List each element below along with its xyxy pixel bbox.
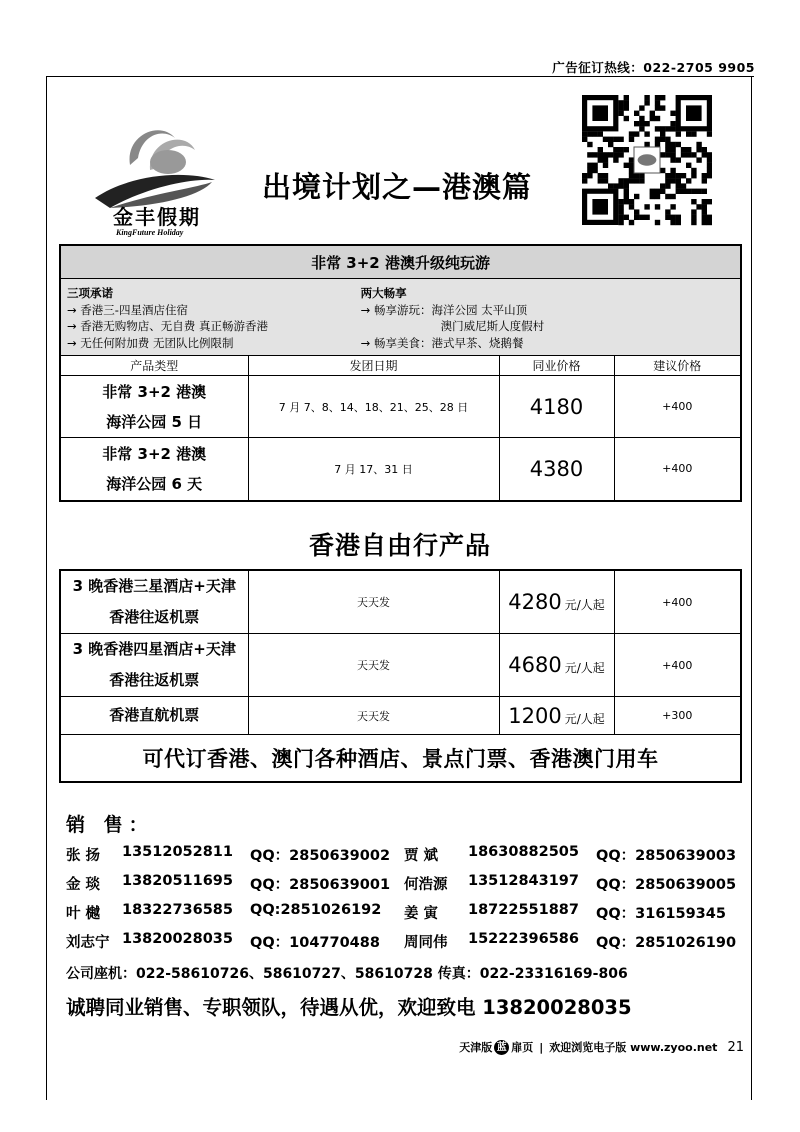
contact-name: 姜 寅 bbox=[404, 906, 439, 922]
departure-dates: 7 月 7、8、14、18、21、25、28 日 bbox=[248, 376, 499, 438]
trade-price: 1200 元/人起 bbox=[499, 697, 614, 735]
booking-note: 可代订香港、澳门各种酒店、景点门票、香港澳门用车 bbox=[60, 735, 741, 783]
departure-dates: 天天发 bbox=[248, 570, 499, 634]
contact-name: 叶 樾 bbox=[66, 906, 101, 922]
col-product-type: 产品类型 bbox=[60, 356, 248, 376]
column-header-row bbox=[60, 356, 741, 376]
contact-qq: QQ：2851026190 bbox=[596, 935, 737, 951]
col-trade-price: 同业价格 bbox=[499, 356, 614, 376]
contact-name: 贾 斌 bbox=[404, 848, 439, 864]
contact-name: 金 琰 bbox=[66, 877, 101, 893]
separator: | bbox=[539, 1040, 544, 1054]
contact-name: 刘志宁 bbox=[66, 935, 110, 951]
contact-qq: QQ：2850639003 bbox=[596, 848, 737, 864]
trade-price: 4680 元/人起 bbox=[499, 634, 614, 697]
brand-name-cn: 金丰假期 bbox=[113, 205, 201, 229]
trade-price: 4180 bbox=[499, 376, 614, 438]
enjoy-list bbox=[361, 285, 545, 351]
table-row bbox=[60, 570, 741, 634]
contact-phone: 13512052811 bbox=[122, 844, 233, 860]
contact-qq: QQ：2850639005 bbox=[596, 877, 737, 893]
trade-price: 4280 元/人起 bbox=[499, 570, 614, 634]
package-title: 非常 3+2 港澳升级纯玩游 bbox=[60, 245, 741, 279]
contact-phone: 18722551887 bbox=[468, 902, 579, 918]
page-title: 出境计划之—港澳篇 bbox=[262, 170, 533, 204]
product-name: 3 晚香港四星酒店+天津 香港往返机票 bbox=[60, 634, 248, 697]
promise-item: → 香港无购物店、无自费 真正畅游香港 bbox=[67, 319, 268, 333]
contact-qq: QQ:2851026192 bbox=[250, 902, 382, 918]
company-phone-line: 公司座机：022-58610726、58610727、58610728 传真：022-23316169-806 bbox=[66, 966, 628, 982]
ad-hotline: 广告征订热线：022-2705 9905 bbox=[552, 60, 755, 75]
suggested-price: +400 bbox=[614, 438, 741, 501]
table-row bbox=[60, 376, 741, 438]
col-departure-date: 发团日期 bbox=[248, 356, 499, 376]
free-travel-table bbox=[59, 569, 742, 783]
trade-price: 4380 bbox=[499, 438, 614, 501]
contact-name: 何浩源 bbox=[404, 877, 448, 893]
departure-dates: 天天发 bbox=[248, 697, 499, 735]
qr-code-icon[interactable] bbox=[582, 89, 712, 231]
sales-heading: 销 售： bbox=[66, 814, 154, 836]
contact-phone: 15222396586 bbox=[468, 931, 579, 947]
enjoy-item: → 畅享游玩：海洋公园 太平山顶 bbox=[360, 302, 528, 317]
departure-dates: 7 月 17、31 日 bbox=[248, 438, 499, 501]
table-row bbox=[60, 697, 741, 735]
promise-item: → 无任何附加费 无团队比例限制 bbox=[67, 335, 234, 350]
promise-list bbox=[67, 285, 357, 351]
product-name: 3 晚香港三星酒店+天津 香港往返机票 bbox=[60, 570, 248, 634]
col-suggested-price: 建议价格 bbox=[614, 356, 741, 376]
contact-phone: 13512843197 bbox=[468, 873, 579, 889]
contact-phone: 18322736585 bbox=[122, 902, 233, 918]
contact-qq: QQ：2850639001 bbox=[250, 877, 391, 893]
table-row bbox=[60, 438, 741, 501]
contact-qq: QQ：104770488 bbox=[250, 935, 380, 951]
promise-heading: 三项承诺 bbox=[67, 286, 113, 300]
suggested-price: +400 bbox=[614, 570, 741, 634]
contact-phone: 13820511695 bbox=[122, 873, 233, 889]
contact-name: 周同伟 bbox=[404, 935, 448, 951]
contact-phone: 13820028035 bbox=[122, 931, 233, 947]
section-title-free-travel: 香港自由行产品 bbox=[308, 531, 491, 560]
website-link[interactable]: 欢迎浏览电子版 www.zyoo.net bbox=[549, 1041, 718, 1054]
page-number: 21 bbox=[727, 1039, 744, 1055]
contact-qq: QQ：316159345 bbox=[596, 906, 726, 922]
edition-label: 天津版 bbox=[459, 1041, 493, 1054]
contact-name: 张 扬 bbox=[66, 848, 101, 864]
brand-name-en: KingFuture Holiday bbox=[116, 228, 184, 237]
hiring-notice: 诚聘同业销售、专职领队，待遇从优，欢迎致电 13820028035 bbox=[66, 996, 632, 1019]
suggested-price: +300 bbox=[614, 697, 741, 735]
suggested-price: +400 bbox=[614, 376, 741, 438]
table-row bbox=[60, 634, 741, 697]
promise-item: → 香港三-四星酒店住宿 bbox=[67, 302, 188, 317]
footer-bar bbox=[459, 1039, 744, 1055]
enjoy-item: → 畅享美食：港式早茶、烧鹅餐 bbox=[360, 335, 524, 350]
suggested-price: +400 bbox=[614, 634, 741, 697]
edition-badge: 蓝 bbox=[494, 1040, 509, 1055]
package-info bbox=[60, 279, 741, 356]
product-name: 非常 3+2 港澳 海洋公园 6 天 bbox=[60, 438, 248, 501]
page-label: 扉页 bbox=[511, 1041, 534, 1054]
enjoy-heading: 两大畅享 bbox=[360, 286, 407, 300]
product-name: 香港直航机票 bbox=[60, 697, 248, 735]
contact-qq: QQ：2850639002 bbox=[250, 848, 391, 864]
departure-dates: 天天发 bbox=[248, 634, 499, 697]
contact-phone: 18630882505 bbox=[468, 844, 579, 860]
enjoy-item: 澳门威尼斯人度假村 bbox=[440, 319, 545, 333]
tour-package-table bbox=[59, 244, 742, 502]
product-name: 非常 3+2 港澳 海洋公园 5 日 bbox=[60, 376, 248, 438]
